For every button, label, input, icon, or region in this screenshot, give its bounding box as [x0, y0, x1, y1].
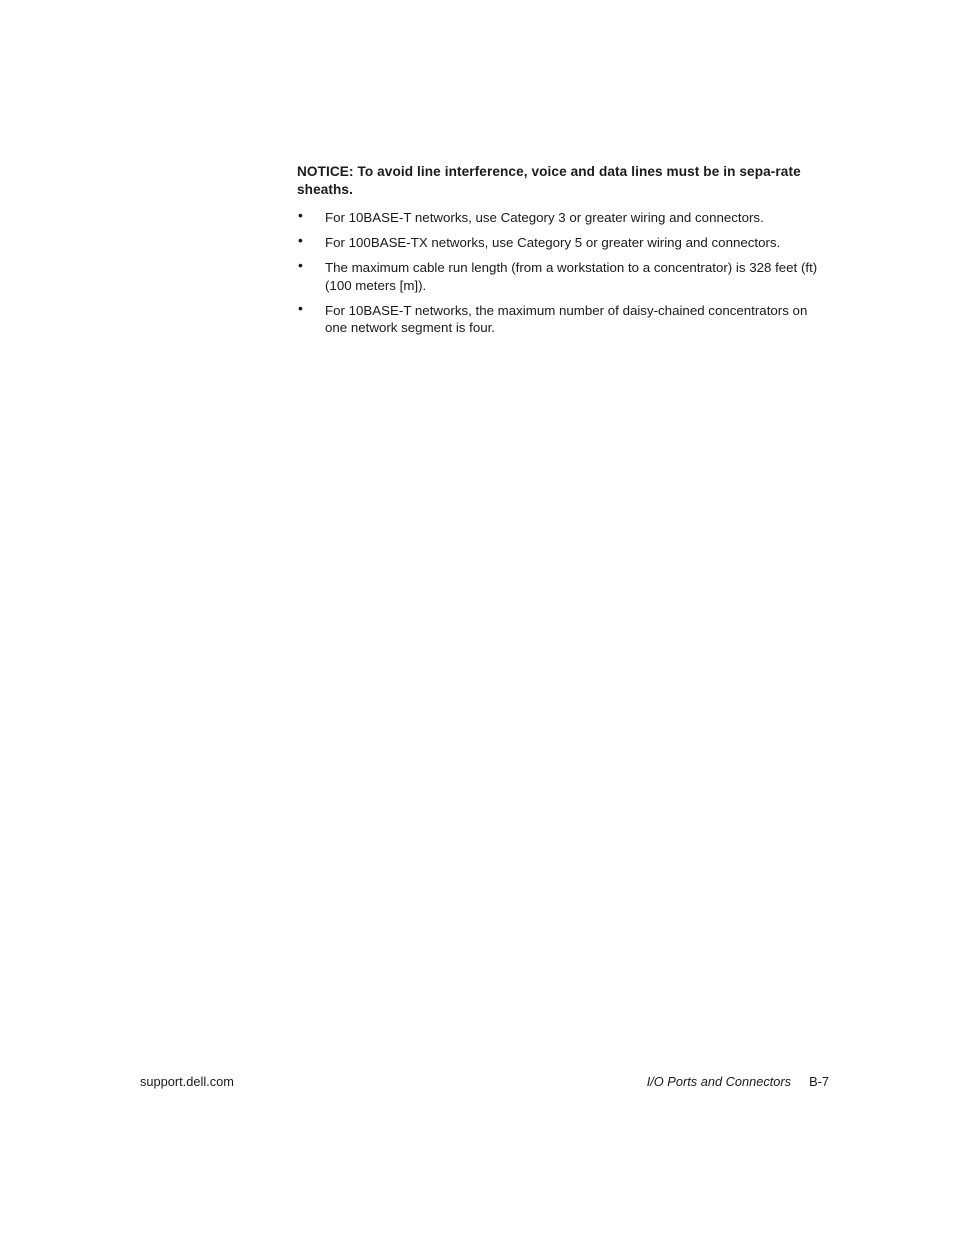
- list-item-text: For 10BASE-T networks, the maximum number of daisy-chained concentrators on one network segment is four.: [325, 302, 808, 335]
- bullet-list: [297, 209, 832, 337]
- list-item: [297, 259, 832, 294]
- list-item-text: The maximum cable run length (from a workstation to a concentrator) is 328 feet (ft) (100 meters [m]).: [325, 260, 818, 293]
- footer-page-info: [647, 1074, 829, 1090]
- footer-section-title: I/O Ports and Connectors: [646, 1074, 792, 1089]
- bullet-icon: •: [298, 232, 303, 248]
- bullet-icon: •: [298, 207, 303, 223]
- list-item: [297, 209, 832, 227]
- list-item: [297, 234, 832, 252]
- list-item: [297, 299, 832, 337]
- footer-website: support.dell.com: [140, 1074, 234, 1089]
- bullet-icon: •: [298, 299, 303, 316]
- footer-page-number: B-7: [809, 1074, 829, 1089]
- list-item-text: For 10BASE-T networks, use Category 3 or greater wiring and connectors.: [325, 210, 764, 225]
- bullet-icon: •: [298, 257, 303, 273]
- list-item-text: For 100BASE-TX networks, use Category 5 or greater wiring and connectors.: [325, 235, 781, 250]
- main-content: [297, 163, 832, 344]
- notice-text: NOTICE: To avoid line interference, voice and data lines must be in sepa-rate sheaths.: [297, 164, 801, 197]
